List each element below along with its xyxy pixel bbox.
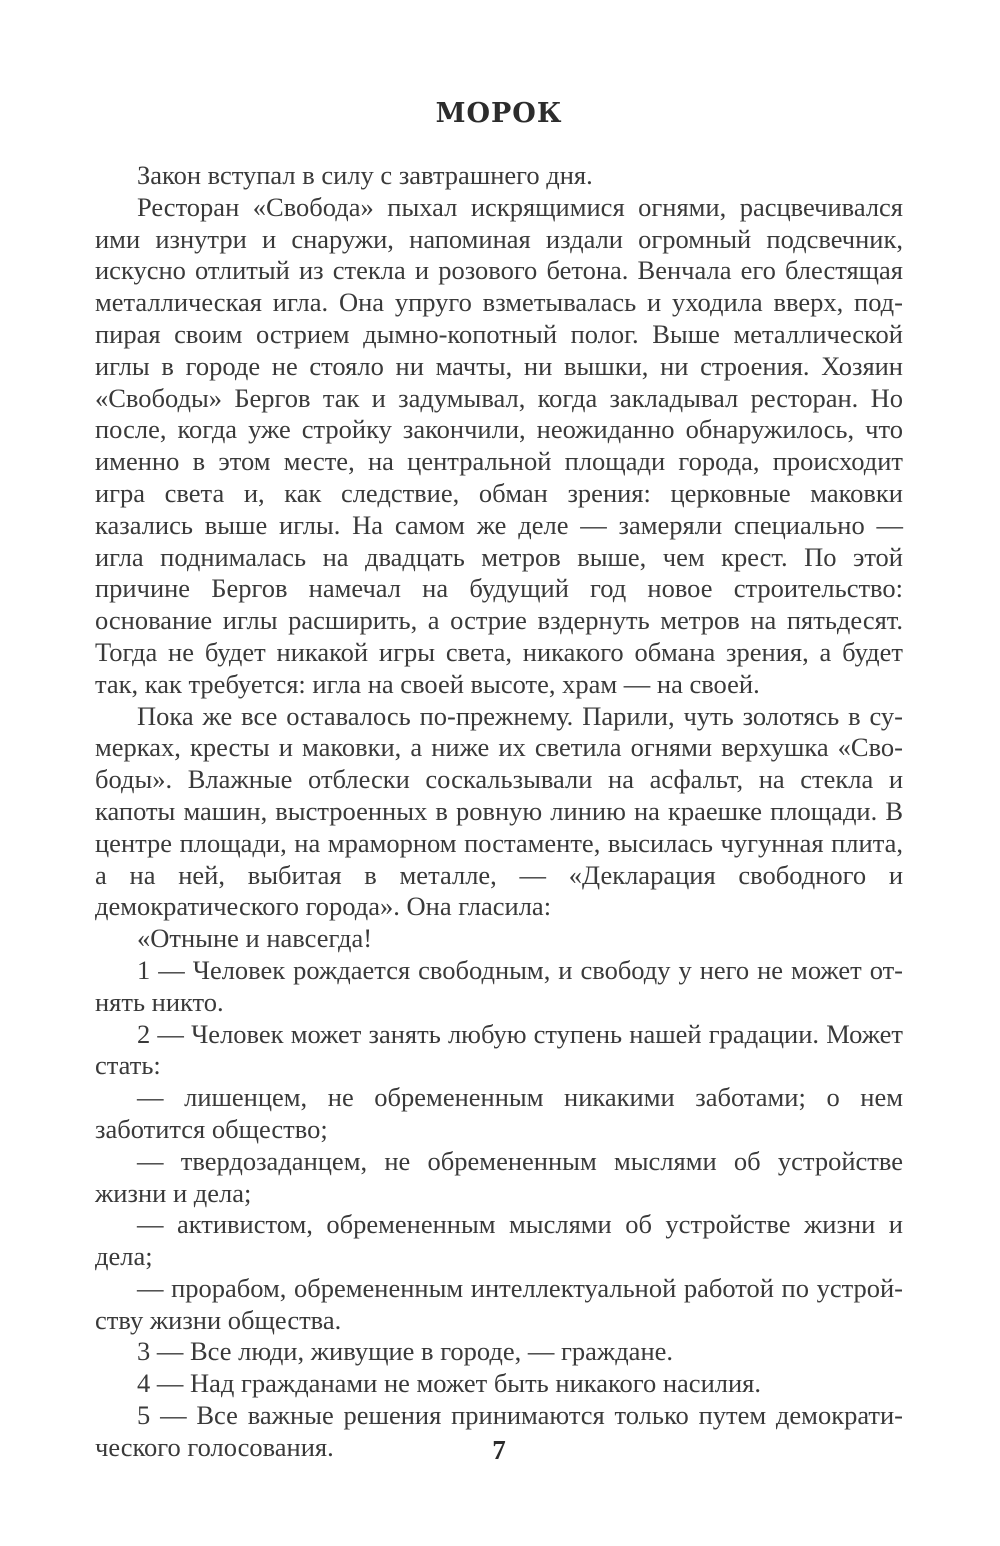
book-page <box>95 0 903 1546</box>
declaration-subitem: — прорабом, обремененным интеллектуальной работой по устройству жизни общества. <box>95 1272 903 1335</box>
declaration-item: 2 — Человек может занять любую ступень нашей градации. Может стать: <box>95 1018 903 1081</box>
paragraph: Ресторан «Свобода» пыхал искрящимися огнями, расцвечивался ими изнутри и снаружи, напоминая издали огромный подсвечник, искусно отлитый из стекла и розового бетона. Венчала его блестящая металлическая игла. Она упруго взметывалась и уходила вверх, подпирая своим острием дымно-копотный полог. Выше металлической иглы в городе не стояло ни мачты, ни вышки, ни строения. Хозяин «Свободы» Бергов так и задумывал, когда закладывал ресторан. Но после, когда уже стройку закончили, неожиданно обнаружилось, что именно в этом месте, на центральной площади города, происходит игра света и, как следствие, обман зрения: церковные маковки казались выше иглы. На самом же деле — замеряли специально — игла поднималась на двадцать метров выше, чем крест. По этой причине Бергов намечал на будущий год новое строительство: основание иглы расширить, а острие вздернуть метров на пятьдесят. Тогда не будет никакой игры света, никакого обмана зрения, а будет так, как требуется: игла на своей высоте, храм — на своей. <box>95 191 903 699</box>
page-number: 7 <box>492 1435 506 1465</box>
declaration-item: 5 — Все важные решения принимаются только путем демократического голосования. <box>95 1400 903 1462</box>
declaration-item: 3 — Все люди, живущие в городе, — граждане. <box>137 1336 674 1367</box>
declaration-opening: «Отныне и навсегда! <box>137 923 373 954</box>
declaration-item: 1 — Человек рождается свободным, и свободу у него не может отнять никто. <box>95 954 903 1017</box>
chapter-title: МОРОК <box>435 98 563 129</box>
declaration-subitem: — лишенцем, не обремененным никакими заботами; о нем заботится общество; <box>95 1082 903 1144</box>
declaration-subitem: — твердозаданцем, не обремененным мыслями об устройстве жизни и дела; <box>95 1145 903 1208</box>
paragraph: Пока же все оставалось по-прежнему. Парили, чуть золотясь в сумерках, кресты и маковки, а ниже их светила огнями верхушка «Свободы». Влажные отблески соскальзывали на асфальт, на стекла и капоты машин, выстроенных в ровную линию на краешке площади. В центре площади, на мраморном постаменте, высилась чугунная плита, а на ней, выбитая в металле, — «Декларация свободного и демократического города». Она гласила: <box>95 700 903 922</box>
body-text <box>95 160 903 1464</box>
declaration-item: 4 — Над гражданами не может быть никакого насилия. <box>137 1368 761 1399</box>
declaration-subitem: — активистом, обремененным мыслями об устройстве жизни и дела; <box>95 1209 903 1272</box>
paragraph: Закон вступал в силу с завтрашнего дня. <box>137 160 593 190</box>
